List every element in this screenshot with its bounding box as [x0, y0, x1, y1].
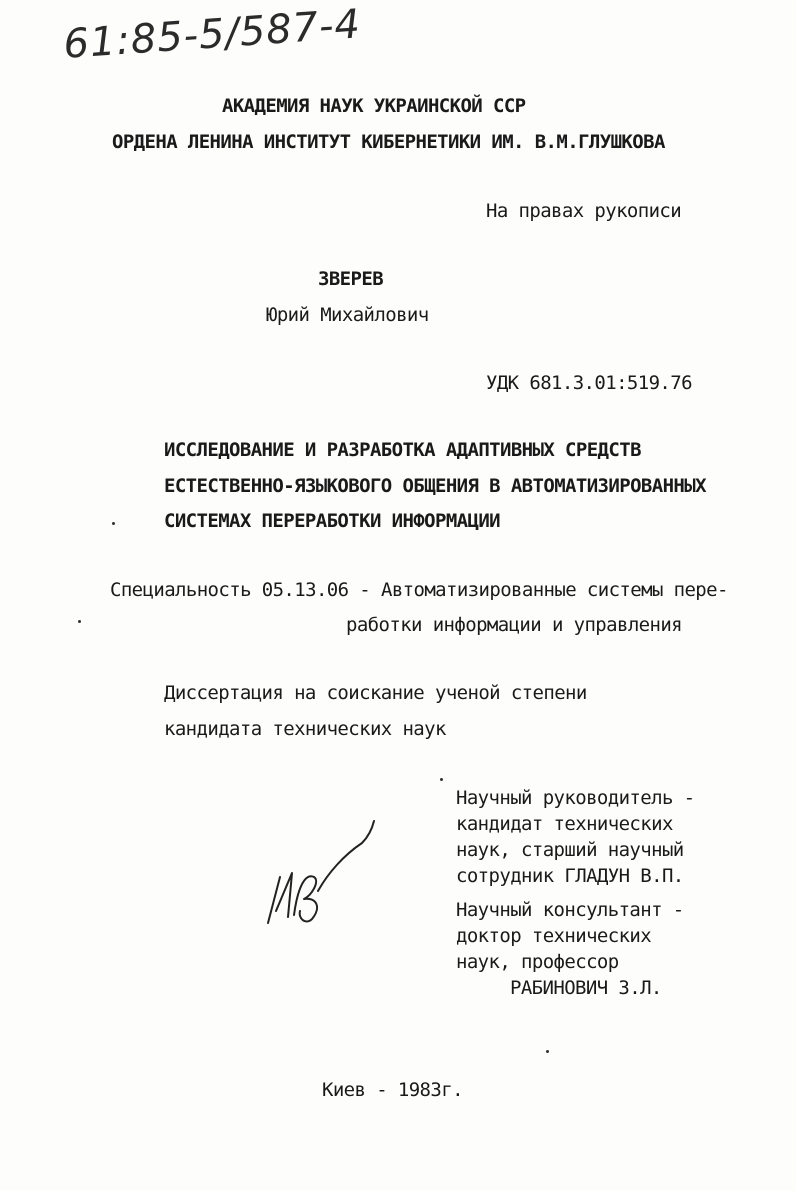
consultant-line-2: доктор технических: [456, 925, 652, 947]
academy-heading: АКАДЕМИЯ НАУК УКРАИНСКОЙ ССР: [222, 95, 526, 117]
specialty-line-1: Специальность 05.13.06 - Автоматизированные системы пере-: [110, 579, 728, 601]
specialty-line-2: работки информации и управления: [346, 614, 683, 636]
consultant-line-1: Научный консультант -: [456, 899, 684, 921]
scan-speck: [112, 522, 115, 525]
city-year: Киев - 1983г.: [322, 1079, 463, 1101]
supervisor-line-1: Научный руководитель -: [456, 787, 695, 809]
supervisor-line-2: кандидат технических: [456, 813, 673, 835]
author-name: Юрий Михайлович: [266, 304, 429, 326]
dissertation-line-1: Диссертация на соискание ученой степени: [164, 682, 587, 704]
udc-code: УДК 681.3.01:519.76: [486, 372, 692, 394]
institute-heading: ОРДЕНА ЛЕНИНА ИНСТИТУТ КИБЕРНЕТИКИ ИМ. В.М.ГЛУШКОВА: [112, 131, 665, 153]
manuscript-rights-note: На правах рукописи: [486, 200, 682, 222]
handwritten-signature: [258, 815, 388, 935]
author-surname: ЗВЕРЕВ: [318, 268, 384, 290]
supervisor-line-4: сотрудник ГЛАДУН В.П.: [456, 865, 684, 887]
scan-speck: [546, 1050, 549, 1053]
title-line-2: ЕСТЕСТВЕННО-ЯЗЫКОВОГО ОБЩЕНИЯ В АВТОМАТИЗИРОВАННЫХ: [164, 475, 706, 497]
title-line-1: ИССЛЕДОВАНИЕ И РАЗРАБОТКА АДАПТИВНЫХ СРЕДСТВ: [164, 439, 641, 461]
supervisor-line-3: наук, старший научный: [456, 839, 684, 861]
handwritten-archive-code: 61:85-5/587-4: [62, 1, 363, 68]
consultant-line-4: РАБИНОВИЧ З.Л.: [510, 977, 662, 999]
dissertation-line-2: кандидата технических наук: [164, 718, 446, 740]
title-line-3: СИСТЕМАХ ПЕРЕРАБОТКИ ИНФОРМАЦИИ: [164, 510, 501, 532]
scan-speck: [440, 778, 443, 781]
scan-speck: [78, 620, 81, 623]
consultant-line-3: наук, профессор: [456, 951, 619, 973]
